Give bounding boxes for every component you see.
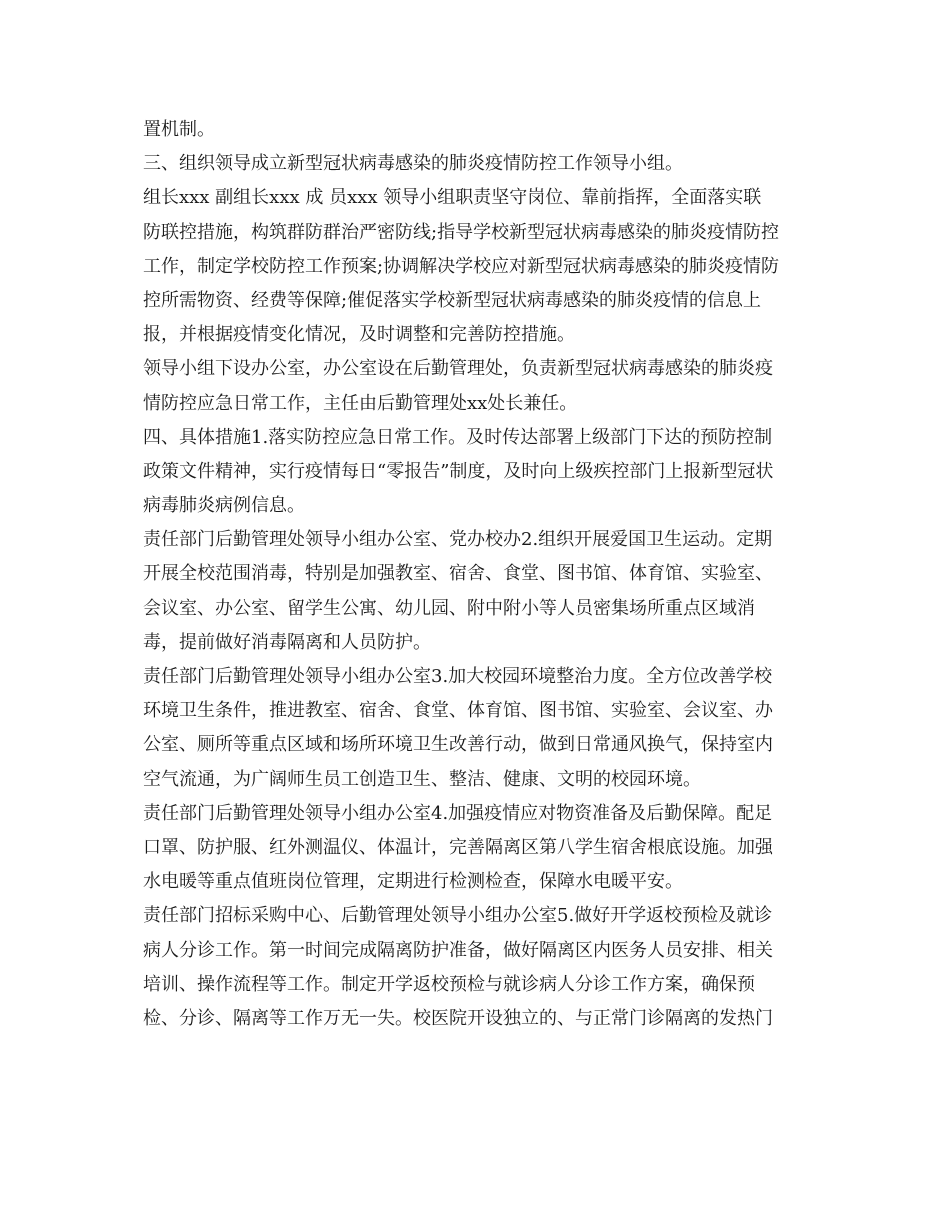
text-line: 控所需物资、经费等保障;催促落实学校新型冠状病毒感染的肺炎疫情的信息上 [143,289,762,311]
text-line: 责任部门后勤管理处领导小组办公室3.加大校园环境整治力度。全方位改善学校 [143,666,773,687]
text-line: 口罩、防护服、红外测温仪、体温计，完善隔离区第八学生宿舍根底设施。加强 [143,836,773,858]
text-line: 空气流通，为广阔师生员工创造卫生、整洁、健康、文明的校园环境。 [143,768,701,790]
text-line: 责任部门后勤管理处领导小组办公室、党办校办2.组织开展爱国卫生运动。定期 [143,529,773,551]
text-line: 毒，提前做好消毒隔离和人员防护。 [143,631,431,653]
text-line: 四、具体措施1.落实防控应急日常工作。及时传达部署上级部门下达的预防控制 [143,426,773,448]
text-line: 置机制。 [143,119,215,140]
document-body [143,113,813,1036]
text-line: 政策文件精神，实行疫情每日“零报告”制度，及时向上级疾控部门上报新型冠状 [143,460,774,482]
text-line: 开展全校范围消毒，特别是加强教室、宿舍、食堂、图书馆、体育馆、实验室、 [143,563,773,585]
text-line: 工作，制定学校防控工作预案;协调解决学校应对新型冠状病毒感染的肺炎疫情防 [143,255,780,277]
text-line: 水电暖等重点值班岗位管理，定期进行检测检查，保障水电暖平安。 [143,871,683,893]
text-line: 三、组织领导成立新型冠状病毒感染的肺炎疫情防控工作领导小组。 [143,153,683,175]
text-line: 责任部门后勤管理处领导小组办公室4.加强疫情应对物资准备及后勤保障。配足 [143,802,773,824]
text-line: 责任部门招标采购中心、后勤管理处领导小组办公室5.做好开学返校预检及就诊 [143,905,773,927]
text-line: 公室、厕所等重点区域和场所环境卫生改善行动，做到日常通风换气，保持室内 [143,734,773,756]
text-line: 病毒肺炎病例信息。 [143,495,305,517]
text-line: 病人分诊工作。第一时间完成隔离防护准备，做好隔离区内医务人员安排、相关 [143,939,773,961]
text-line: 组长xxx 副组长xxx 成 员xxx 领导小组职责坚守岗位、靠前指挥，全面落实联 [143,187,762,209]
text-line: 环境卫生条件，推进教室、宿舍、食堂、体育馆、图书馆、实验室、会议室、办 [143,700,773,722]
text-line: 情防控应急日常工作，主任由后勤管理处xx处长兼任。 [143,392,578,414]
text-line: 培训、操作流程等工作。制定开学返校预检与就诊病人分诊工作方案，确保预 [143,973,755,995]
text-line: 报，并根据疫情变化情况，及时调整和完善防控措施。 [143,324,575,346]
text-line: 防联控措施，构筑群防群治严密防线;指导学校新型冠状病毒感染的肺炎疫情防控 [143,221,780,243]
text-line: 领导小组下设办公室，办公室设在后勤管理处，负责新型冠状病毒感染的肺炎疫 [143,358,773,380]
text-line: 检、分诊、隔离等工作万无一失。校医院开设独立的、与正常门诊隔离的发热门 [143,1007,773,1029]
text-line: 会议室、办公室、留学生公寓、幼儿园、附中附小等人员密集场所重点区域消 [143,597,755,619]
